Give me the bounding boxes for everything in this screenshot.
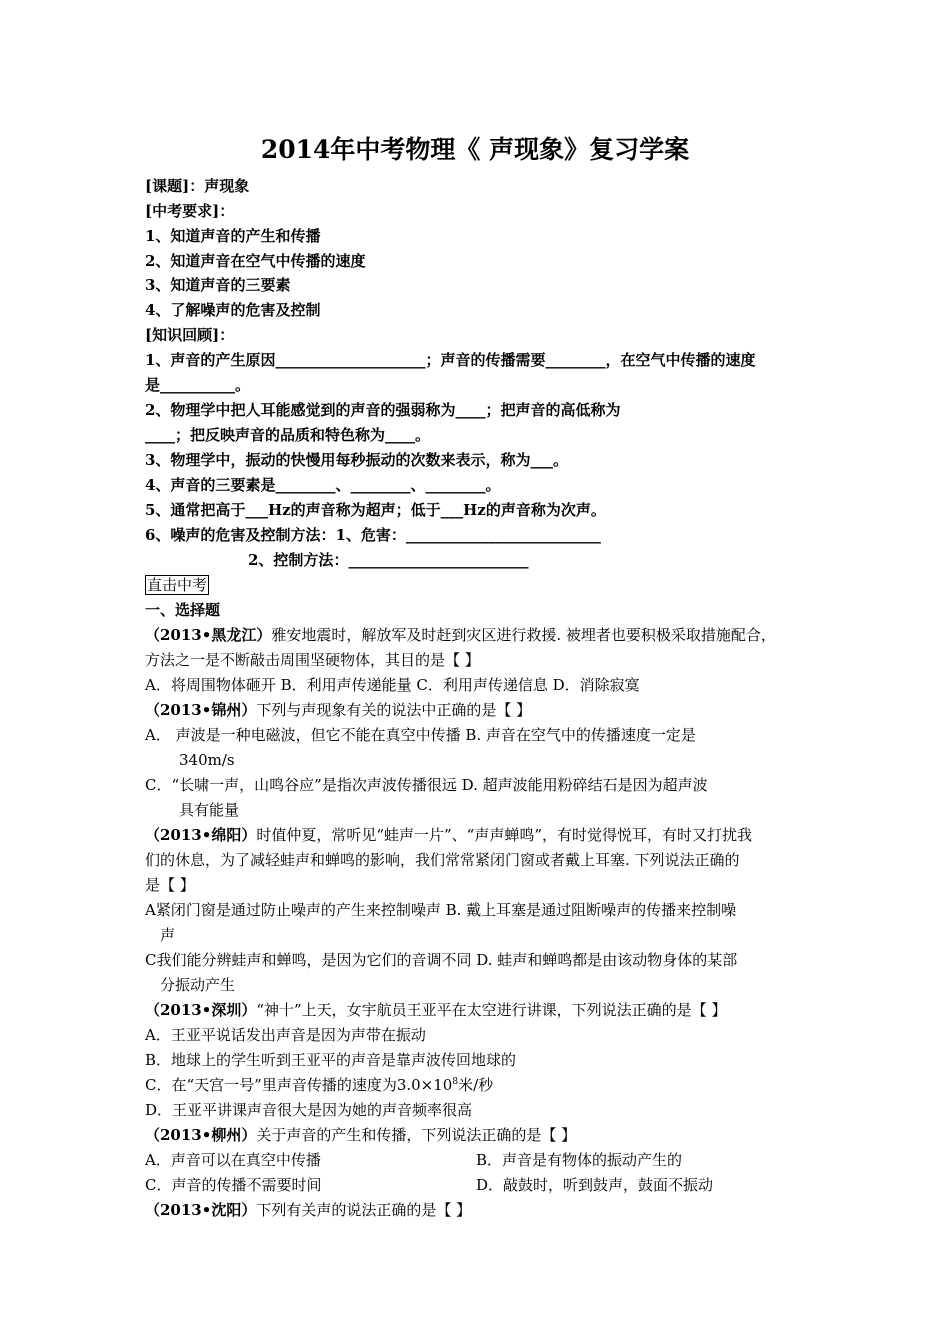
question-2-option-b-cont: 340m/s xyxy=(179,751,235,769)
requirement-item: 3、知道声音的三要素 xyxy=(145,276,291,294)
review-item-2: 2、物理学中把人耳能感觉到的声音的强弱称为____；把声音的高低称为 xyxy=(145,401,621,419)
question-stem: “神十”上天，女宇航员王亚平在太空进行讲课，下列说法正确的是【 】 xyxy=(256,1001,727,1019)
question-3-option-b-cont: 声 xyxy=(160,926,176,944)
question-2-option-cd: C．“长啸一声，山鸣谷应”是指次声波传播很远 D. 超声波能用粉碎结石是因为超声波 xyxy=(145,776,708,794)
question-5 xyxy=(145,1125,576,1145)
question-5-option-b: B．声音是有物体的振动产生的 xyxy=(476,1151,683,1169)
requirement-item: 1、知道声音的产生和传播 xyxy=(145,227,321,245)
question-3-option-cd: C我们能分辨蛙声和蝉鸣，是因为它们的音调不同 D. 蛙声和蝉鸣都是由该动物身体的某部 xyxy=(145,951,738,969)
review-heading: [知识回顾]： xyxy=(145,326,235,344)
page-title: 2014年中考物理《 声现象》复习学案 xyxy=(260,135,690,164)
question-6 xyxy=(145,1200,471,1220)
review-item-1-cont: 是__________。 xyxy=(145,376,251,394)
question-1-options: A．将周围物体砸开 B．利用声传递能量 C．利用声传递信息 D．消除寂寞 xyxy=(145,676,640,694)
review-item-4: 4、声音的三要素是________、________、________。 xyxy=(145,476,501,494)
review-item-6: 6、噪声的危害及控制方法：1、危害：__________________________ xyxy=(145,526,601,544)
question-stem: 雅安地震时，解放军及时赶到灾区进行救援. 被埋者也要积极采取措施配合， xyxy=(271,626,776,644)
question-2-option-ab: A． 声波是一种电磁波，但它不能在真空中传播 B. 声音在空气中的传播速度一定是 xyxy=(145,726,696,744)
question-3-option-ab: A紧闭门窗是通过防止噪声的产生来控制噪声 B. 戴上耳塞是通过阻断噪声的传播来控制噪 xyxy=(145,901,737,919)
question-3-option-d-cont: 分振动产生 xyxy=(160,976,236,994)
exponent: 8 xyxy=(452,1077,459,1087)
question-source: （2013•深圳） xyxy=(145,1001,257,1019)
question-stem: 时值仲夏，常听见“蛙声一片”、“声声蝉鸣”，有时觉得悦耳，有时又打扰我 xyxy=(256,826,753,844)
requirement-item: 4、了解噪声的危害及控制 xyxy=(145,301,321,319)
requirement-item: 2、知道声音在空气中传播的速度 xyxy=(145,252,366,270)
question-source: （2013•沈阳） xyxy=(145,1201,257,1219)
question-1 xyxy=(145,625,776,645)
question-4-option-d: D．王亚平讲课声音很大是因为她的声音频率很高 xyxy=(145,1101,473,1119)
question-4 xyxy=(145,1000,726,1020)
question-5-option-d: D．敲鼓时，听到鼓声，鼓面不振动 xyxy=(476,1176,714,1194)
question-3 xyxy=(145,825,752,845)
question-3-stem-cont: 们的休息，为了减轻蛙声和蝉鸣的影响，我们常常紧闭门窗或者戴上耳塞. 下列说法正确的 xyxy=(145,851,740,869)
question-source: （2013•黑龙江） xyxy=(145,626,272,644)
question-stem: 下列有关声的说法正确的是【 】 xyxy=(256,1201,472,1219)
review-item-6-cont: 2、控制方法：________________________ xyxy=(248,551,529,569)
question-source: （2013•锦州） xyxy=(145,701,257,719)
topic-line: [课题]：声现象 xyxy=(145,177,250,195)
question-5-option-c: C．声音的传播不需要时间 xyxy=(145,1176,322,1194)
question-stem: 下列与声现象有关的说法中正确的是【 】 xyxy=(256,701,532,719)
option-unit: 米/秒 xyxy=(458,1076,494,1094)
part-heading: 一、选择题 xyxy=(145,601,221,619)
requirements-heading: [中考要求]： xyxy=(145,202,235,220)
question-5-option-a: A．声音可以在真空中传播 xyxy=(145,1151,321,1169)
question-4-option-b: B．地球上的学生听到王亚平的声音是靠声波传回地球的 xyxy=(145,1051,517,1069)
boxed-section-label: 直击中考 xyxy=(147,576,208,594)
question-4-option-a: A．王亚平说话发出声音是因为声带在振动 xyxy=(145,1026,426,1044)
question-4-option-c xyxy=(145,1075,493,1095)
review-item-2-cont: ____；把反映声音的品质和特色称为____。 xyxy=(145,426,431,444)
section-label xyxy=(145,575,209,595)
review-item-3: 3、物理学中，振动的快慢用每秒振动的次数来表示，称为___。 xyxy=(145,451,568,469)
option-text: C．在“天宫一号”里声音传播的速度为3.0×10 xyxy=(145,1076,453,1094)
question-source: （2013•绵阳） xyxy=(145,826,257,844)
question-2-option-d-cont: 具有能量 xyxy=(179,801,240,819)
review-item-1: 1、声音的产生原因____________________；声音的传播需要________，在空气中传播的速度 xyxy=(145,351,756,369)
question-3-stem-cont: 是【 】 xyxy=(145,876,195,894)
question-1-stem-cont: 方法之一是不断敲击周围坚硬物体，其目的是【 】 xyxy=(145,651,480,669)
review-item-5: 5、通常把高于___Hz的声音称为超声；低于___Hz的声音称为次声。 xyxy=(145,501,606,519)
question-source: （2013•柳州） xyxy=(145,1126,257,1144)
question-2 xyxy=(145,700,531,720)
question-stem: 关于声音的产生和传播，下列说法正确的是【 】 xyxy=(256,1126,577,1144)
